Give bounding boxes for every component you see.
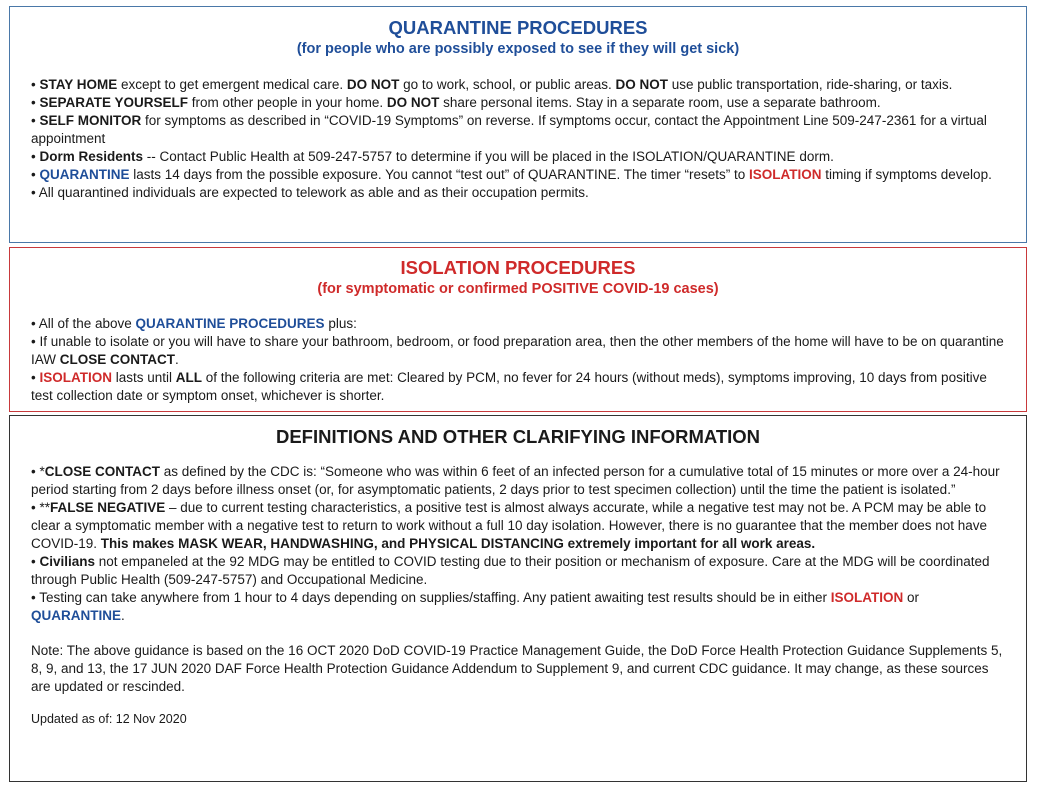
text-run: as defined by the CDC is: “Someone who was within 6 feet of an infected person for a cumulative total of 15 minutes or more over a 24-hour period starting from 2 days before illness onset (or, for asymptomatic patients, 2 days prior to test specimen collection) until the time the patient is isolated.” <box>31 464 1000 497</box>
text-run: from other people in your home. <box>188 95 387 110</box>
text-run: SEPARATE YOURSELF <box>39 95 189 110</box>
list-item <box>31 333 1008 369</box>
isolation-subtitle: (for symptomatic or confirmed POSITIVE COVID-19 cases) <box>317 281 719 297</box>
guidance-note: Note: The above guidance is based on the 16 OCT 2020 DoD COVID-19 Practice Management Guide, the DoD Force Health Protection Guidance Supplements 5, 8, 9, and 13, the 17 JUN 2020 DAF Force Health Protection Guidance Addendum to Supplement 9, and current CDC guidance. It may change, as these sources are updated or rescinded. <box>31 643 1003 694</box>
text-run: Civilians <box>39 554 96 569</box>
text-run: • If unable to isolate or you will have to share your bathroom, bedroom, or food preparation area, then the other members of the home will have to be on quarantine IAW <box>31 334 1004 367</box>
text-run: CLOSE CONTACT <box>44 464 160 479</box>
text-run: share personal items. Stay in a separate room, use a separate bathroom. <box>439 95 881 110</box>
list-item <box>31 76 1008 94</box>
text-run: ISOLATION <box>830 590 904 605</box>
list-item <box>31 112 1008 148</box>
quarantine-title: QUARANTINE PROCEDURES <box>388 17 648 38</box>
text-run: ISOLATION <box>749 167 822 182</box>
text-run: FALSE NEGATIVE <box>49 500 166 515</box>
text-run: CLOSE CONTACT <box>59 352 175 367</box>
list-item <box>31 148 1008 166</box>
list-item <box>31 499 1008 553</box>
text-run: use public transportation, ride-sharing, or taxis. <box>668 77 953 92</box>
definitions-title: DEFINITIONS AND OTHER CLARIFYING INFORMATION <box>275 426 761 447</box>
list-item <box>31 589 1008 625</box>
list-item <box>31 94 1008 112</box>
text-run: Dorm Residents <box>39 149 144 164</box>
text-run: ISOLATION <box>39 370 112 385</box>
text-run: • All quarantined individuals are expected to telework as able and as their occupation permits. <box>31 185 589 200</box>
text-run: lasts 14 days from the possible exposure. You cannot “test out” of QUARANTINE. The timer “resets” to <box>129 167 750 182</box>
text-run: DO NOT <box>386 95 440 110</box>
updated-date: Updated as of: 12 Nov 2020 <box>31 712 187 726</box>
list-item <box>31 166 1008 184</box>
isolation-list <box>31 315 1008 405</box>
quarantine-subtitle: (for people who are possibly exposed to see if they will get sick) <box>296 41 740 57</box>
text-run: • <box>31 113 40 128</box>
text-run: • <box>31 167 40 182</box>
quarantine-list <box>31 76 1008 202</box>
list-item <box>31 553 1008 589</box>
text-run: • <box>31 370 40 385</box>
text-run: • <box>31 77 40 92</box>
isolation-procedures-section <box>9 247 1027 412</box>
text-run: not empaneled at the 92 MDG may be entitled to COVID testing due to their position or mechanism of exposure. Care at the MDG will be coordinated through Public Health (509-247-5757) and Occupational Medicine. <box>31 554 990 587</box>
text-run: lasts until <box>111 370 176 385</box>
text-run: or <box>903 590 919 605</box>
text-run: ALL <box>175 370 203 385</box>
text-run: DO NOT <box>346 77 400 92</box>
text-run: of the following criteria are met: Cleared by PCM, no fever for 24 hours (without meds), symptoms improving, 10 days from positive test collection date or symptom onset, whichever is shorter. <box>31 370 987 403</box>
definitions-list <box>31 463 1008 728</box>
text-run: SELF MONITOR <box>39 113 142 128</box>
text-run: • <box>31 95 40 110</box>
list-item <box>31 184 1008 202</box>
list-item <box>31 369 1008 405</box>
text-run: • Testing can take anywhere from 1 hour to 4 days depending on supplies/staffing. Any patient awaiting test results should be in either <box>31 590 831 605</box>
text-run: This makes MASK WEAR, HANDWASHING, and PHYSICAL DISTANCING extremely important for all work areas. <box>100 536 816 551</box>
text-run: timing if symptoms develop. <box>821 167 992 182</box>
text-run: • <box>31 554 40 569</box>
text-run: -- Contact Public Health at 509-247-5757 to determine if you will be placed in the ISOLATION/QUARANTINE dorm. <box>143 149 834 164</box>
text-run: QUARANTINE <box>39 167 130 182</box>
text-run: QUARANTINE <box>31 608 121 623</box>
text-run: plus: <box>324 316 357 331</box>
text-run: – due to current testing characteristics, a positive test is almost always accurate, while a negative test may not be. A PCM may be able to clear a symptomatic member with a negative test to return to work without a full 10 day isolation. However, there is no guarantee that the member does not have COVID-19. <box>31 500 987 551</box>
text-run: • All of the above <box>31 316 136 331</box>
isolation-title: ISOLATION PROCEDURES <box>400 257 636 278</box>
list-item <box>31 315 1008 333</box>
text-run: • ** <box>31 500 50 515</box>
text-run: STAY HOME <box>39 77 118 92</box>
text-run: . <box>121 608 125 623</box>
list-item <box>31 463 1008 499</box>
text-run: for symptoms as described in “COVID-19 Symptoms” on reverse. If symptoms occur, contact the Appointment Line 509-247-2361 for a virtual appointment <box>31 113 987 146</box>
text-run: except to get emergent medical care. <box>117 77 347 92</box>
quarantine-procedures-section <box>9 6 1027 243</box>
text-run: . <box>175 352 179 367</box>
text-run: QUARANTINE PROCEDURES <box>135 316 325 331</box>
definitions-section <box>9 415 1027 782</box>
text-run: • <box>31 149 40 164</box>
text-run: go to work, school, or public areas. <box>399 77 616 92</box>
text-run: DO NOT <box>615 77 668 92</box>
text-run: • * <box>31 464 45 479</box>
